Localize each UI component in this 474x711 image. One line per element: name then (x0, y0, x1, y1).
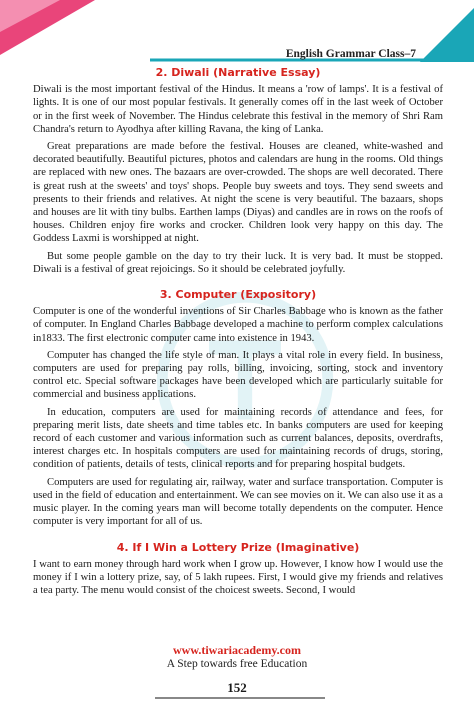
page-number: 152 (227, 680, 247, 695)
paragraph: I want to earn money through hard work when I grow up. However, I know how I would use the money if I win a lottery prize, say, of 5 lakh rupees. First, I would give my friends and relatives a tea party. The menu would consist of the choicest sweets. Second, I would (33, 558, 443, 597)
paragraph: Diwali is the most important festival of the Hindus. It means a 'row of lamps'. It is a festival of lights. It is one of our most popular festivals. It generally comes off in the last week of October or in the first week of November. The Hindus celebrate this festival in the memory of Shri Ram Chandra's return to Ayodhya after killing Ravana, the king of Lanka. (33, 84, 443, 135)
paragraph: Computer is one of the wonderful inventions of Sir Charles Babbage who is known as the father of computer. In England Charles Babbage developed a machine to perform complex calculations in1833. The first electronic computer came into existence in 1943. (33, 306, 443, 344)
paragraph: Computers are used for regulating air, railway, water and surface transportation. Computer is used in the field of education and entertainment. We can see movies on it. We can also use it as a music player. In the coming years man will become totally dependents on the computer. Hence computer is very important for all of us. (33, 476, 443, 528)
paragraph: Great preparations are made before the festival. Houses are cleaned, white-washed and decorated beautifully. Beautiful pictures, photos and calendars are hung in the rooms. Old things are replaced with new ones. The bazaars are over-crowded. The shops are well decorated. There is great rush at the sweets' and toys' shops. People buy sweets and toys. They send sweets and presents to their friends and relatives. At night the scene is very beautiful. The bazaars, shops and houses are lit with tiny bulbs. Earthen lamps (Diyas) and candles are in rows on the roofs of houses. Children enjoy fire works and crocker. Children look very happy on this day. The Goddess Laxmi is worshipped at night. (33, 141, 443, 245)
page-number-rule (155, 697, 325, 699)
footer-tagline: A Step towards free Education (166, 658, 308, 670)
section-heading: 2. Diwali (Narrative Essay) (155, 66, 321, 79)
paragraph: But some people gamble on the day to try their luck. It is very bad. It must be stopped. Diwali is a festival of great rejoicings. So it should be celebrated joyfully. (33, 250, 443, 275)
paragraph: Computer has changed the life style of man. It plays a vital role in every field. In business, computers are used for preparing pay rolls, billing, invoicing, sorting, stock and inventory control etc. Special software packages have been developed which are particularly suitable for commercial and business applications. (33, 349, 443, 401)
section-heading: 3. Computer (Expository) (159, 288, 317, 302)
page-header-title: English Grammar Class–7 (285, 48, 416, 60)
page-content (33, 66, 443, 601)
section-heading: 4. If I Win a Lottery Prize (Imaginative) (116, 540, 360, 554)
paragraph: In education, computers are used for maintaining records of attendance and fees, for preparing merit lists, date sheets and time tables etc. In banks computers are used for keeping record of each customer and various information such as current balances, deposits, overdrafts, interest charges etc. In hospitals computers are used for maintaining records of drugs, storing, condition of patients, details of tests, clinical reports and for preparing hospital budgets. (33, 406, 443, 471)
footer-website-link[interactable]: www.tiwariacademy.com (173, 643, 301, 657)
